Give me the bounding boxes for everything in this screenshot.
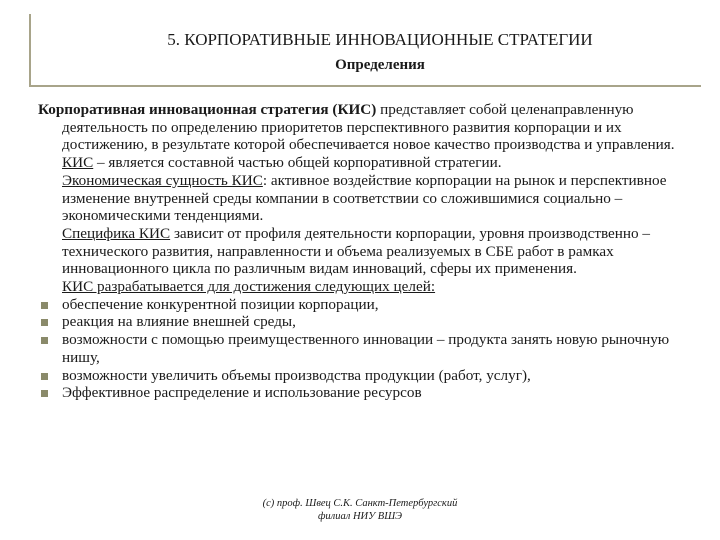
goals-list <box>38 296 698 402</box>
list-item: реакция на влияние внешней среды, <box>38 313 698 331</box>
essence-term: Экономическая сущность КИС <box>62 171 263 189</box>
footer-line-2: филиал НИУ ВШЭ <box>317 511 403 522</box>
list-item: возможности с помощью преимущественного инновации – продукта занять новую рыночную нишу, <box>38 331 698 366</box>
square-bullet-icon <box>41 319 48 326</box>
definition-text: представляет собой целенаправленную деятельность по определению приоритетов перспективного развития корпорации и их достижению, в результате которой обеспечивается новое качество производства и управления. <box>62 101 675 154</box>
essence-paragraph <box>38 172 698 225</box>
kis-part-paragraph <box>38 154 698 172</box>
specifics-paragraph <box>38 225 698 278</box>
slide-subtitle: Определения <box>335 57 425 73</box>
kis-term: КИС <box>62 154 94 172</box>
slide-title: 5. КОРПОРАТИВНЫЕ ИННОВАЦИОННЫЕ СТРАТЕГИИ <box>167 30 593 49</box>
list-item: обеспечение конкурентной позиции корпорации, <box>38 296 698 314</box>
specifics-text: зависит от профиля деятельности корпорации, уровня производственно – технического развития, направленности и объема реализуемых в СБЕ работ в рамках инновационного цикла по различным видам инноваций, сферы их применения. <box>62 224 651 278</box>
list-item: Эффективное распределение и использование ресурсов <box>38 384 698 402</box>
specifics-term: Специфика КИС <box>62 224 171 242</box>
list-item: возможности увеличить объемы производства продукции (работ, услуг), <box>38 367 698 385</box>
slide-body <box>38 101 698 402</box>
definition-paragraph <box>38 101 698 154</box>
footer-credit <box>200 497 520 523</box>
footer-line-1: (с) проф. Швец С.К. Санкт-Петербургский <box>262 498 458 509</box>
square-bullet-icon <box>41 302 48 309</box>
header-horizontal-rule <box>29 85 701 87</box>
header-vertical-rule <box>29 14 31 86</box>
essence-text: : активное воздействие корпорации на рынок и перспективное изменение внутренней среды компании в соответствии со сложившимися социально – экономическими тенденциями. <box>62 171 667 225</box>
square-bullet-icon <box>41 390 48 397</box>
kis-part-text: – является составной частью общей корпоративной стратегии. <box>93 154 502 172</box>
goals-heading: КИС разрабатывается для достижения следующих целей: <box>62 278 436 296</box>
square-bullet-icon <box>41 337 48 344</box>
square-bullet-icon <box>41 373 48 380</box>
definition-term: Корпоративная инновационная стратегия (КИС) <box>38 101 377 118</box>
